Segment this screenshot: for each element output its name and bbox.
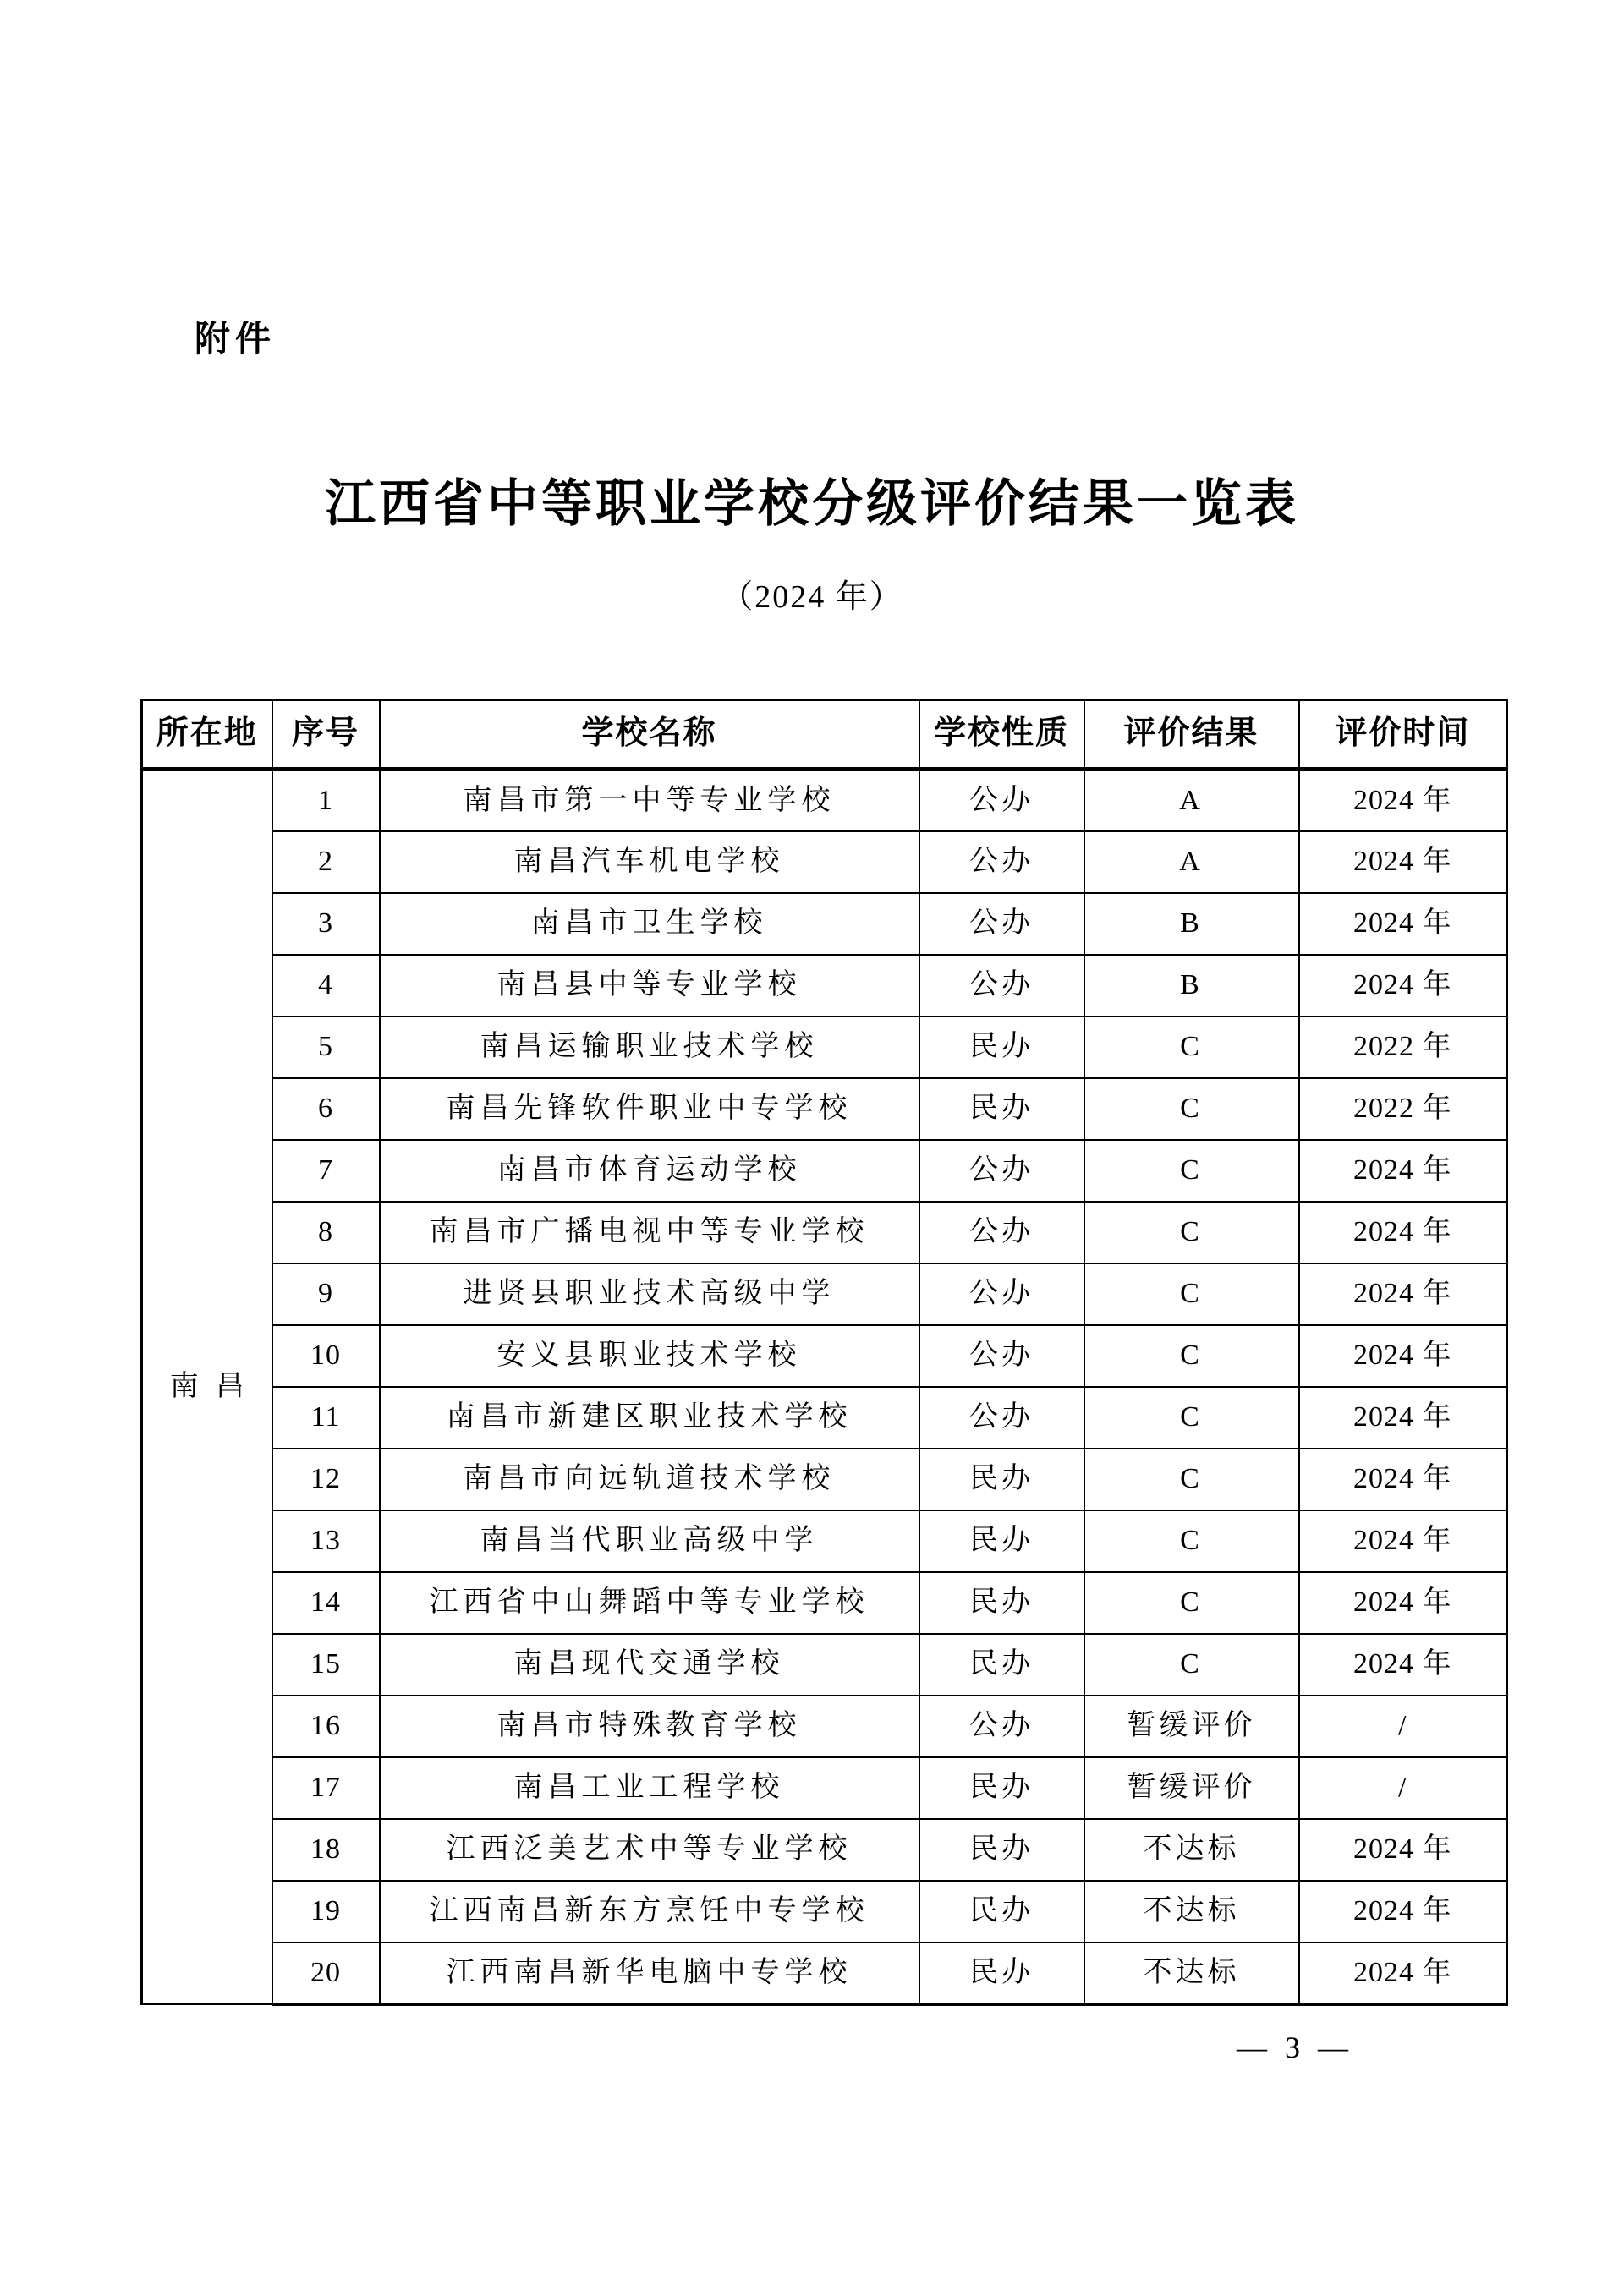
result-cell: C (1084, 1078, 1299, 1140)
index-cell: 10 (272, 1325, 380, 1387)
school-name-cell: 江西省中山舞蹈中等专业学校 (380, 1572, 919, 1634)
index-cell: 5 (272, 1016, 380, 1078)
school-name-cell: 安义县职业技术学校 (380, 1325, 919, 1387)
school-type-cell: 民办 (919, 1881, 1084, 1943)
result-cell: A (1084, 770, 1299, 831)
table-row (142, 1449, 1507, 1510)
result-cell: C (1084, 1263, 1299, 1325)
result-cell: C (1084, 1325, 1299, 1387)
index-cell: 13 (272, 1510, 380, 1572)
school-name-cell: 江西泛美艺术中等专业学校 (380, 1819, 919, 1881)
table-row (142, 1140, 1507, 1202)
time-cell: 2024 年 (1299, 831, 1507, 893)
result-cell: A (1084, 831, 1299, 893)
index-cell: 16 (272, 1696, 380, 1757)
table-row (142, 1881, 1507, 1943)
time-cell: 2024 年 (1299, 1202, 1507, 1263)
school-type-cell: 公办 (919, 770, 1084, 831)
results-table (140, 699, 1508, 2006)
school-type-cell: 民办 (919, 1078, 1084, 1140)
page-subtitle: （2024 年） (721, 579, 903, 615)
school-name-cell: 进贤县职业技术高级中学 (380, 1263, 919, 1325)
school-type-cell: 公办 (919, 1263, 1084, 1325)
time-cell: 2024 年 (1299, 1634, 1507, 1696)
time-cell: 2024 年 (1299, 1881, 1507, 1943)
index-cell: 9 (272, 1263, 380, 1325)
school-name-cell: 江西南昌新东方烹饪中专学校 (380, 1881, 919, 1943)
time-cell: 2024 年 (1299, 955, 1507, 1016)
school-type-cell: 民办 (919, 1757, 1084, 1819)
school-name-cell: 南昌县中等专业学校 (380, 955, 919, 1016)
table-row (142, 1757, 1507, 1819)
school-type-cell: 民办 (919, 1016, 1084, 1078)
school-type-cell: 公办 (919, 1325, 1084, 1387)
result-cell: C (1084, 1449, 1299, 1510)
result-cell: C (1084, 1016, 1299, 1078)
result-cell: B (1084, 893, 1299, 955)
time-cell: 2024 年 (1299, 1263, 1507, 1325)
school-type-cell: 公办 (919, 1696, 1084, 1757)
school-name-cell: 江西南昌新华电脑中专学校 (380, 1943, 919, 2004)
school-name-cell: 南昌市新建区职业技术学校 (380, 1387, 919, 1449)
time-cell: 2022 年 (1299, 1016, 1507, 1078)
column-header-result: 评价结果 (1084, 700, 1299, 770)
column-header-school-type: 学校性质 (919, 700, 1084, 770)
school-type-cell: 民办 (919, 1572, 1084, 1634)
result-cell: 暂缓评价 (1084, 1757, 1299, 1819)
school-type-cell: 民办 (919, 1943, 1084, 2004)
attachment-label: 附件 (195, 319, 277, 359)
table-row (142, 1943, 1507, 2004)
column-header-index: 序号 (272, 700, 380, 770)
index-cell: 1 (272, 770, 380, 831)
result-cell: C (1084, 1140, 1299, 1202)
result-cell: 不达标 (1084, 1881, 1299, 1943)
time-cell: 2024 年 (1299, 1325, 1507, 1387)
table-row (142, 955, 1507, 1016)
school-name-cell: 南昌市体育运动学校 (380, 1140, 919, 1202)
school-type-cell: 公办 (919, 893, 1084, 955)
result-cell: C (1084, 1387, 1299, 1449)
school-name-cell: 南昌市广播电视中等专业学校 (380, 1202, 919, 1263)
result-cell: B (1084, 955, 1299, 1016)
table-row (142, 1634, 1507, 1696)
school-type-cell: 公办 (919, 1140, 1084, 1202)
table-row (142, 770, 1507, 831)
school-name-cell: 南昌现代交通学校 (380, 1634, 919, 1696)
school-name-cell: 南昌市卫生学校 (380, 893, 919, 955)
school-type-cell: 公办 (919, 1387, 1084, 1449)
page-title: 江西省中等职业学校分级评价结果一览表 (325, 476, 1299, 532)
result-cell: C (1084, 1202, 1299, 1263)
school-name-cell: 南昌市第一中等专业学校 (380, 770, 919, 831)
region-cell: 南昌 (142, 770, 272, 2004)
table-row (142, 893, 1507, 955)
result-cell: 不达标 (1084, 1819, 1299, 1881)
time-cell: 2024 年 (1299, 770, 1507, 831)
index-cell: 3 (272, 893, 380, 955)
result-cell: C (1084, 1634, 1299, 1696)
table-row (142, 1387, 1507, 1449)
page-number: — 3 — (1237, 2030, 1353, 2064)
table-row (142, 1202, 1507, 1263)
index-cell: 20 (272, 1943, 380, 2004)
table-row (142, 1263, 1507, 1325)
result-cell: C (1084, 1510, 1299, 1572)
school-name-cell: 南昌汽车机电学校 (380, 831, 919, 893)
time-cell: 2024 年 (1299, 1140, 1507, 1202)
time-cell: 2024 年 (1299, 1572, 1507, 1634)
index-cell: 11 (272, 1387, 380, 1449)
time-cell: 2024 年 (1299, 1819, 1507, 1881)
table-body (142, 770, 1507, 2004)
result-cell: 不达标 (1084, 1943, 1299, 2004)
school-name-cell: 南昌运输职业技术学校 (380, 1016, 919, 1078)
index-cell: 2 (272, 831, 380, 893)
table-row (142, 1510, 1507, 1572)
table-row (142, 1325, 1507, 1387)
table-row (142, 1078, 1507, 1140)
school-type-cell: 公办 (919, 955, 1084, 1016)
school-type-cell: 民办 (919, 1449, 1084, 1510)
time-cell: 2024 年 (1299, 1387, 1507, 1449)
index-cell: 6 (272, 1078, 380, 1140)
table-row (142, 1819, 1507, 1881)
school-name-cell: 南昌市向远轨道技术学校 (380, 1449, 919, 1510)
column-header-location: 所在地 (142, 700, 272, 770)
time-cell: / (1299, 1696, 1507, 1757)
table-row (142, 1016, 1507, 1078)
school-type-cell: 民办 (919, 1634, 1084, 1696)
index-cell: 4 (272, 955, 380, 1016)
index-cell: 15 (272, 1634, 380, 1696)
school-name-cell: 南昌先锋软件职业中专学校 (380, 1078, 919, 1140)
time-cell: 2024 年 (1299, 1943, 1507, 2004)
index-cell: 14 (272, 1572, 380, 1634)
school-name-cell: 南昌工业工程学校 (380, 1757, 919, 1819)
index-cell: 17 (272, 1757, 380, 1819)
result-cell: C (1084, 1572, 1299, 1634)
school-type-cell: 公办 (919, 1202, 1084, 1263)
school-type-cell: 民办 (919, 1819, 1084, 1881)
index-cell: 8 (272, 1202, 380, 1263)
time-cell: / (1299, 1757, 1507, 1819)
column-header-school-name: 学校名称 (380, 700, 919, 770)
time-cell: 2022 年 (1299, 1078, 1507, 1140)
school-name-cell: 南昌当代职业高级中学 (380, 1510, 919, 1572)
index-cell: 12 (272, 1449, 380, 1510)
index-cell: 7 (272, 1140, 380, 1202)
school-type-cell: 公办 (919, 831, 1084, 893)
time-cell: 2024 年 (1299, 1510, 1507, 1572)
table-header-row (142, 700, 1507, 770)
table-row (142, 831, 1507, 893)
school-name-cell: 南昌市特殊教育学校 (380, 1696, 919, 1757)
index-cell: 19 (272, 1881, 380, 1943)
time-cell: 2024 年 (1299, 893, 1507, 955)
index-cell: 18 (272, 1819, 380, 1881)
school-type-cell: 民办 (919, 1510, 1084, 1572)
table-row (142, 1696, 1507, 1757)
result-cell: 暂缓评价 (1084, 1696, 1299, 1757)
table-row (142, 1572, 1507, 1634)
time-cell: 2024 年 (1299, 1449, 1507, 1510)
column-header-time: 评价时间 (1299, 700, 1507, 770)
